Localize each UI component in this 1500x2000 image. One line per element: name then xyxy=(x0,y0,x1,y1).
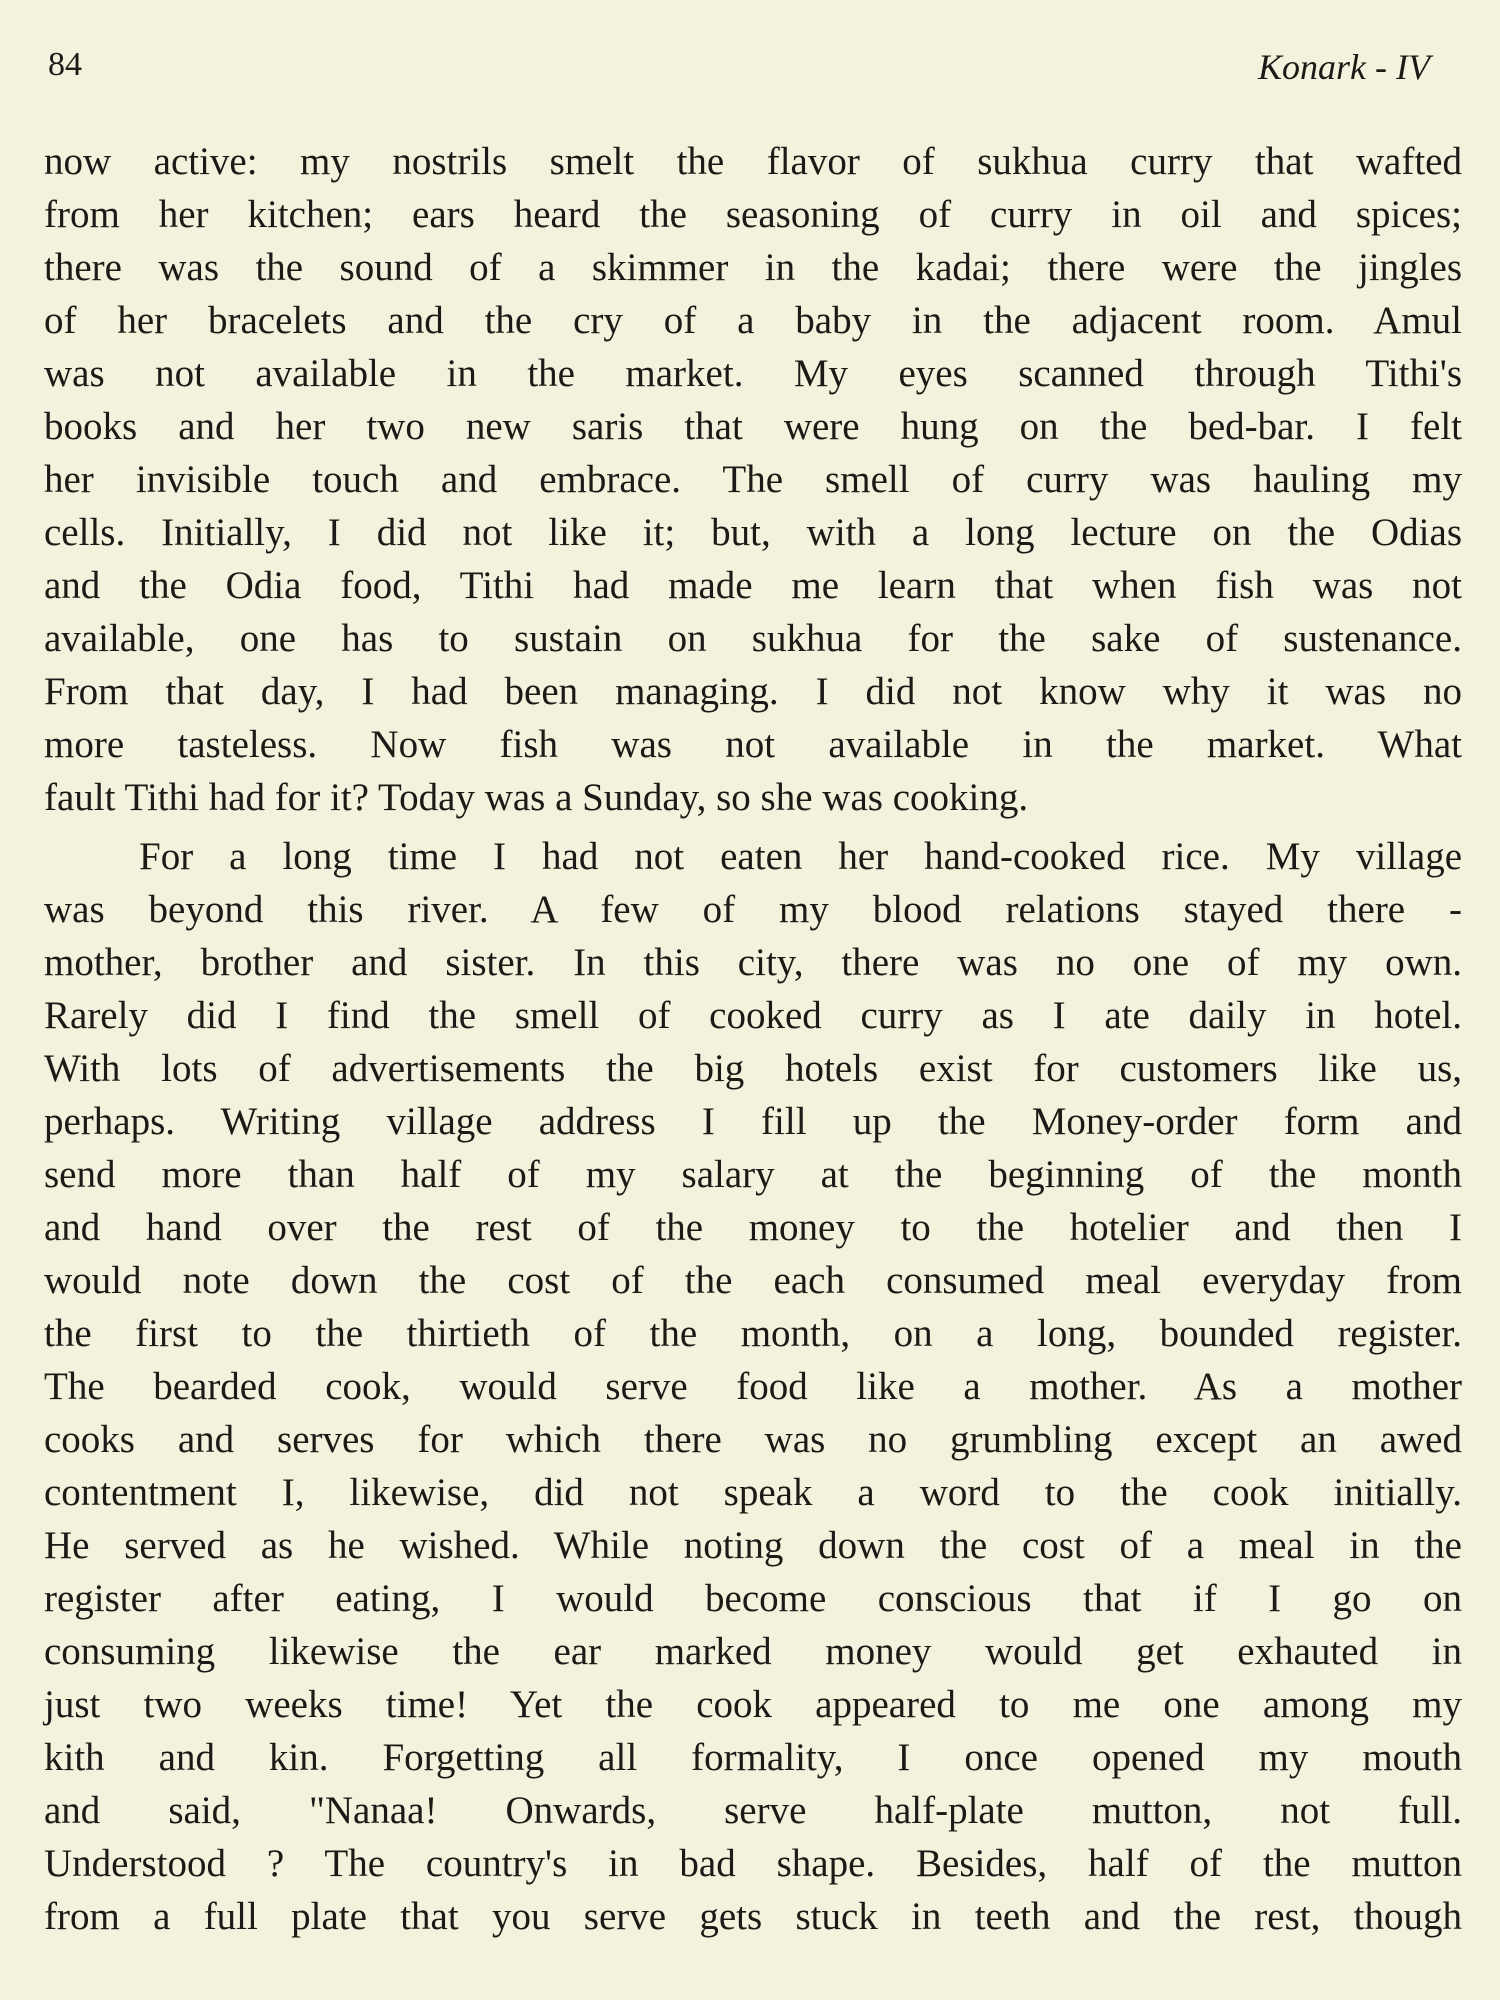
text-line: mother, brother and sister. In this city, there was no one of my own. xyxy=(44,941,1462,984)
text-line: was beyond this river. A few of my blood relations stayed there - xyxy=(44,888,1462,931)
text-line: register after eating, I would become conscious that if I go on xyxy=(44,1577,1462,1620)
page-header xyxy=(48,46,1430,96)
text-line: consuming likewise the ear marked money would get exhauted in xyxy=(44,1630,1462,1673)
text-line: books and her two new saris that were hung on the bed-bar. I felt xyxy=(44,405,1462,448)
text-line: from a full plate that you serve gets stuck in teeth and the rest, though xyxy=(44,1895,1462,1938)
running-head: Konark - IV xyxy=(1258,47,1430,87)
text-line: cells. Initially, I did not like it; but, with a long lecture on the Odias xyxy=(44,511,1462,554)
text-line: Rarely did I find the smell of cooked curry as I ate daily in hotel. xyxy=(44,994,1462,1037)
text-line: cooks and serves for which there was no grumbling except an awed xyxy=(44,1418,1462,1461)
text-line: He served as he wished. While noting down the cost of a meal in the xyxy=(44,1524,1462,1567)
text-line: send more than half of my salary at the beginning of the month xyxy=(44,1153,1462,1196)
text-line: the first to the thirtieth of the month, on a long, bounded register. xyxy=(44,1312,1462,1355)
paragraph xyxy=(44,135,1462,824)
text-line: and the Odia food, Tithi had made me learn that when fish was not xyxy=(44,564,1462,607)
text-line: Understood ? The country's in bad shape. Besides, half of the mutton xyxy=(44,1842,1462,1885)
body-text xyxy=(44,135,1462,1943)
paragraph xyxy=(44,830,1462,1943)
text-line: fault Tithi had for it? Today was a Sunday, so she was cooking. xyxy=(44,776,1029,819)
text-line: was not available in the market. My eyes scanned through Tithi's xyxy=(44,352,1462,395)
text-line: there was the sound of a skimmer in the kadai; there were the jingles xyxy=(44,246,1462,289)
text-line: perhaps. Writing village address I fill up the Money-order form and xyxy=(44,1100,1462,1143)
text-line: of her bracelets and the cry of a baby in the adjacent room. Amul xyxy=(44,299,1462,342)
text-line: With lots of advertisements the big hotels exist for customers like us, xyxy=(44,1047,1462,1090)
text-line: From that day, I had been managing. I did not know why it was no xyxy=(44,670,1462,713)
text-line: now active: my nostrils smelt the flavor of sukhua curry that wafted xyxy=(44,140,1462,183)
text-line: kith and kin. Forgetting all formality, I once opened my mouth xyxy=(44,1736,1462,1779)
text-line: contentment I, likewise, did not speak a word to the cook initially. xyxy=(44,1471,1462,1514)
text-line: available, one has to sustain on sukhua for the sake of sustenance. xyxy=(44,617,1462,660)
text-line: would note down the cost of the each consumed meal everyday from xyxy=(44,1259,1462,1302)
text-line: The bearded cook, would serve food like a mother. As a mother xyxy=(44,1365,1462,1408)
text-line: from her kitchen; ears heard the seasoning of curry in oil and spices; xyxy=(44,193,1462,236)
page-number: 84 xyxy=(48,46,82,83)
text-line: and said, "Nanaa! Onwards, serve half-plate mutton, not full. xyxy=(44,1789,1462,1832)
text-line: and hand over the rest of the money to the hotelier and then I xyxy=(44,1206,1462,1249)
text-line: her invisible touch and embrace. The smell of curry was hauling my xyxy=(44,458,1462,501)
text-line: just two weeks time! Yet the cook appeared to me one among my xyxy=(44,1683,1462,1726)
text-line: For a long time I had not eaten her hand-cooked rice. My village xyxy=(139,835,1462,878)
text-line: more tasteless. Now fish was not available in the market. What xyxy=(44,723,1462,766)
